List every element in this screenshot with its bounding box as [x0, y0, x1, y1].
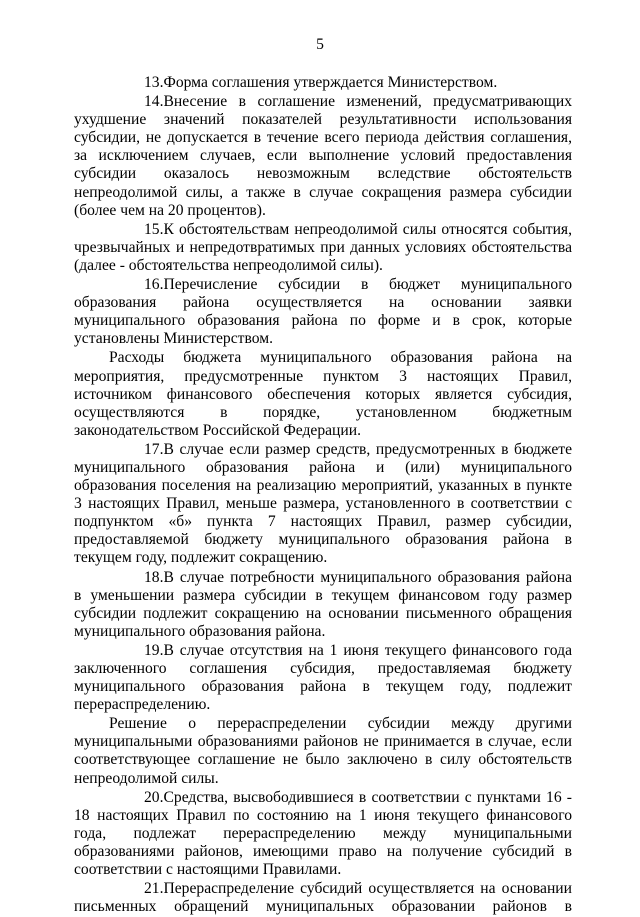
paragraph-text: К обстоятельствам непреодолимой силы относятся события, чрезвычайных и непредотвратимых при данных условиях обстоятельства (далее - обстоятельства непреодолимой силы).	[74, 220, 572, 274]
paragraph-18	[74, 569, 572, 641]
paragraph-16-expenses	[74, 349, 572, 439]
paragraph-17	[74, 441, 572, 568]
paragraph-14	[74, 93, 572, 220]
paragraph-number: 14.	[144, 93, 164, 111]
page-number: 5	[316, 36, 324, 53]
paragraph-number: 18.	[144, 568, 164, 586]
paragraph-text: Решение о перераспределении субсидии между другими муниципальными образованиями районов не принимается в случае, если соответствующее соглашение не было заключено в силу обстоятельств непреодолимой силы.	[74, 715, 572, 787]
paragraph-number: 15.	[144, 220, 164, 238]
paragraph-15	[74, 221, 572, 275]
paragraph-number: 21.	[144, 880, 164, 898]
paragraph-text: Средства, высвободившиеся в соответствии с пунктами 16 - 18 настоящих Правил по состоянию на 1 июня текущего финансового года, подлежат перераспределению между муниципальными образованиями районов, имеющими право на получение субсидий в соответствии с настоящими Правилами.	[74, 788, 572, 879]
paragraph-text: Внесение в соглашение изменений, предусматривающих ухудшение значений показателей результативности использования субсидии, не допускается в течение всего периода действия соглашения, за исключением случаев, если выполнение условий предоставления субсидии оказалось невозможным вследствие обстоятельств непреодолимой силы, а также в случае сокращения размера субсидии (более чем на 20 процентов).	[74, 93, 572, 219]
paragraph-text: Форма соглашения утверждается Министерством.	[163, 74, 498, 91]
paragraph-21	[74, 880, 572, 916]
paragraph-number: 13.	[144, 74, 164, 91]
paragraph-text: В случае если размер средств, предусмотренных в бюджете муниципального образования района и (или) муниципального образования поселения на реализацию мероприятий, указанных в пункте 3 настоящих Правил, меньше размера, установленного в соответствии с подпунктом «б» пункта 7 настоящих Правил, размер субсидии, предоставляемой бюджету муниципального образования района в текущем году, подлежит сокращению.	[74, 440, 572, 567]
paragraph-19	[74, 642, 572, 714]
paragraph-19-decision	[74, 715, 572, 787]
paragraph-number: 16.	[144, 276, 164, 294]
paragraph-13	[74, 74, 572, 92]
document-body	[74, 74, 572, 917]
paragraph-text: В случае отсутствия на 1 июня текущего финансового года заключенного соглашения субсидия, предоставляемая бюджету муниципального образования района в текущем году, подлежит перераспределению.	[74, 641, 572, 714]
paragraph-text: В случае потребности муниципального образования района в уменьшении размера субсидии в текущем финансовом году размер субсидии подлежит сокращению на основании письменного обращения муниципального образования района.	[74, 568, 572, 640]
paragraph-text: Перераспределение субсидий осуществляется на основании письменных обращений муниципальных образовании районов в	[74, 880, 572, 916]
paragraph-number: 19.	[144, 641, 164, 659]
paragraph-20	[74, 789, 572, 879]
paragraph-number: 17.	[144, 440, 164, 458]
paragraph-number: 20.	[144, 788, 164, 806]
paragraph-16	[74, 276, 572, 348]
paragraph-text: Расходы бюджета муниципального образования района на мероприятия, предусмотренные пунктом 3 настоящих Правил, источником финансового обеспечения которых является субсидия, осуществляются в порядке, установленном бюджетным законодательством Российской Федерации.	[74, 349, 572, 439]
paragraph-text: Перечисление субсидии в бюджет муниципального образования района осуществляется на основании заявки муниципального образования района по форме и в срок, которые установлены Министерством.	[74, 276, 572, 348]
